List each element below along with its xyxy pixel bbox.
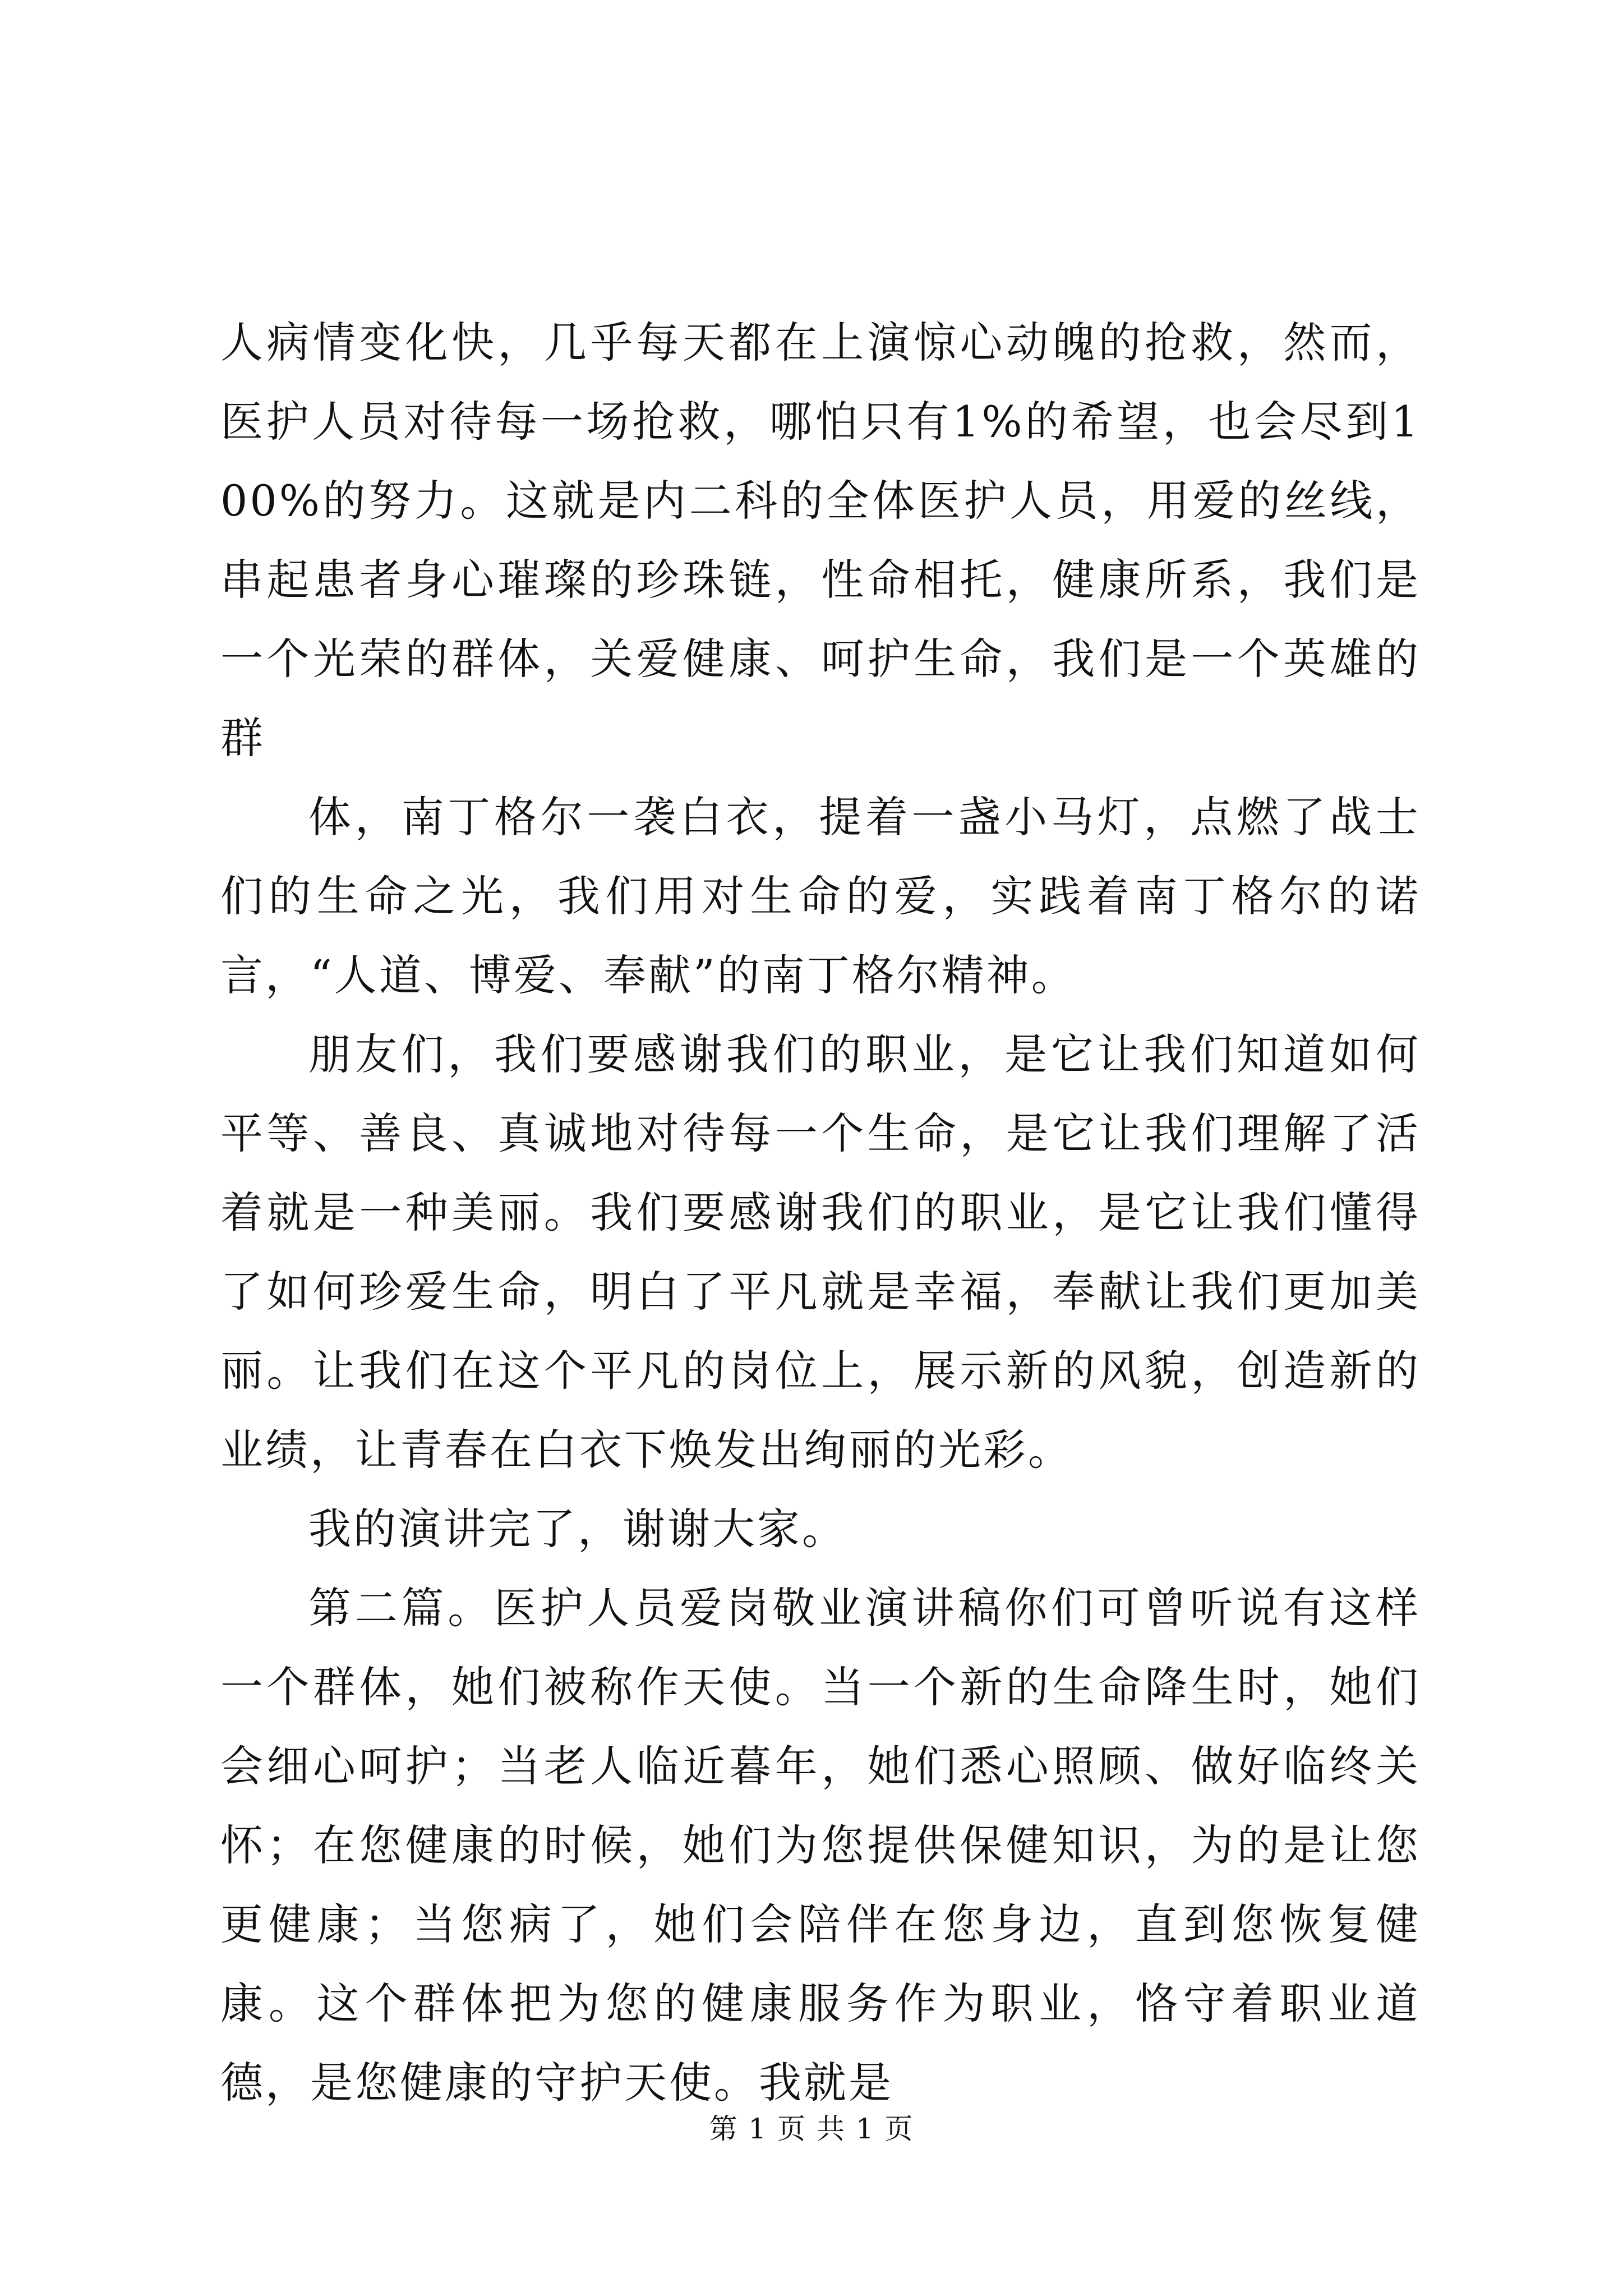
paragraph-5: 第二篇。医护人员爱岗敬业演讲稿你们可曾听说有这样一个群体，她们被称作天使。当一个新的生命降生时，她们会细心呵护；当老人临近暮年，她们悉心照顾、做好临终关怀；在您健康的时候，她们为您提供保健知识，为的是让您更健康；当您病了，她们会陪伴在您身边，直到您恢复健康。这个群体把为您的健康服务作为职业，恪守着职业道德，是您健康的守护天使。我就是 [220, 1583, 1421, 2108]
paragraph-1: 人病情变化快，几乎每天都在上演惊心动魄的抢救，然而，医护人员对待每一场抢救，哪怕只有1%的希望，也会尽到100%的努力。这就是内二科的全体医护人员，用爱的丝线，串起患者身心璀璨的珍珠链，性命相托，健康所系，我们是一个光荣的群体，关爱健康、呵护生命，我们是一个英雄的群 [220, 318, 1421, 763]
document-body [220, 303, 1421, 2122]
paragraph-2: 体，南丁格尔一袭白衣，提着一盏小马灯，点燃了战士们的生命之光，我们用对生命的爱，实践着南丁格尔的诺言，“人道、博爱、奉献”的南丁格尔精神。 [220, 792, 1421, 1000]
paragraph-4: 我的演讲完了，谢谢大家。 [308, 1504, 847, 1554]
page-number-footer: 第 1 页 共 1 页 [709, 2113, 914, 2145]
paragraph-3: 朋友们，我们要感谢我们的职业，是它让我们知道如何平等、善良、真诚地对待每一个生命，是它让我们理解了活着就是一种美丽。我们要感谢我们的职业，是它让我们懂得了如何珍爱生命，明白了平凡就是幸福，奉献让我们更加美丽。让我们在这个平凡的岗位上，展示新的风貌，创造新的业绩，让青春在白衣下焕发出绚丽的光彩。 [220, 1029, 1421, 1475]
